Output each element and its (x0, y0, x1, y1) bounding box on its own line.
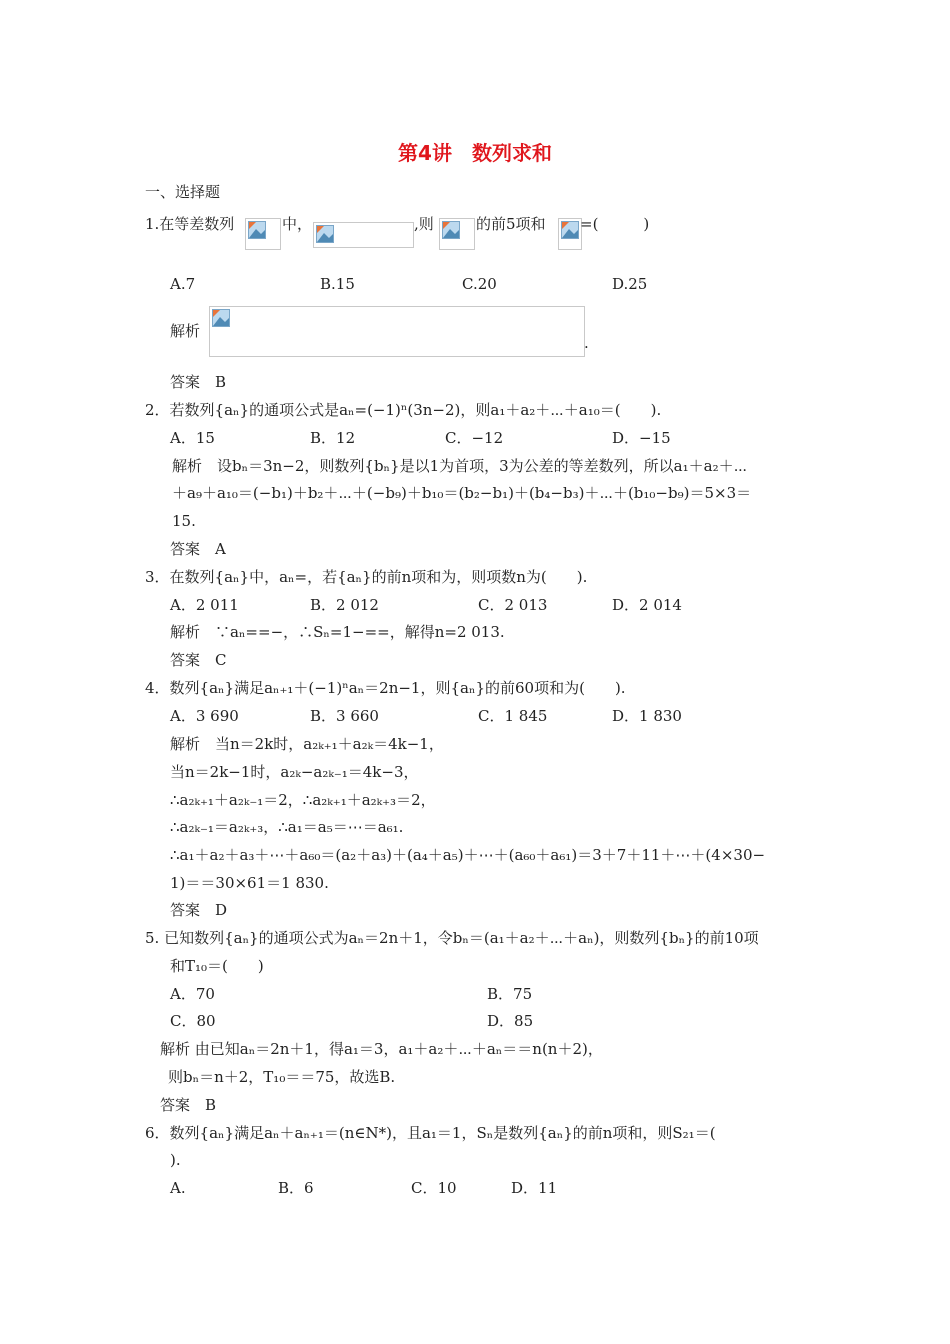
q1-analysis-image (209, 306, 585, 357)
q4-answer: 答案 D (170, 901, 228, 919)
q5-answer: 答案 B (160, 1096, 217, 1114)
q1-option-b: B.15 (320, 275, 355, 293)
q3-stem: 3．在数列{aₙ}中，aₙ=，若{aₙ}的前n项和为，则项数n为( ). (145, 568, 588, 586)
q3-option-c: C．2 013 (478, 596, 548, 614)
q2-analysis-line-3: 15. (172, 512, 196, 530)
q6-option-a: A. (170, 1179, 186, 1197)
q4-option-c: C．1 845 (478, 707, 548, 725)
q3-option-a: A．2 011 (170, 596, 239, 614)
q4-analysis-line-2: 当n＝2k−1时，a₂ₖ−a₂ₖ₋₁＝4k−3， (170, 763, 419, 781)
q6-option-c: C．10 (411, 1179, 457, 1197)
q5-option-a: A．70 (170, 985, 215, 1003)
broken-image-icon (248, 221, 266, 239)
q5-stem-line-2: 和T₁₀＝( ) (170, 957, 264, 975)
q1-answer: 答案 B (170, 373, 227, 391)
q2-option-c: C．−12 (445, 429, 504, 447)
q4-stem: 4．数列{aₙ}满足aₙ₊₁＋(−1)ⁿaₙ＝2n−1，则{aₙ}的前60项和为( ). (145, 679, 626, 697)
q1-option-a: A.7 (170, 275, 196, 293)
broken-image-icon (561, 221, 579, 239)
q4-option-b: B．3 660 (310, 707, 379, 725)
broken-image-icon (316, 225, 334, 243)
q5-option-b: B．75 (487, 985, 533, 1003)
q1-formula-image-2 (313, 222, 414, 248)
q1-analysis-tail: . (584, 334, 589, 352)
q2-answer: 答案 A (170, 540, 226, 558)
q3-option-d: D．2 014 (612, 596, 682, 614)
q5-analysis-line-1: 解析 由已知aₙ＝2n＋1，得a₁＝3，a₁＋a₂＋⋯＋aₙ＝＝n(n＋2)， (160, 1040, 603, 1058)
q4-option-d: D．1 830 (612, 707, 682, 725)
q4-option-a: A．3 690 (170, 707, 239, 725)
q3-analysis: 解析 ∵aₙ==−，∴Sₙ=1−==，解得n=2 013. (170, 623, 505, 641)
q1-stem-part-2: 中， (282, 215, 313, 233)
q1-formula-image-4 (558, 218, 582, 250)
q4-analysis-line-6: 1)＝＝30×61＝1 830. (170, 874, 329, 892)
q4-analysis-line-1: 解析 当n＝2k时，a₂ₖ₊₁＋a₂ₖ＝4k−1， (170, 735, 444, 753)
q6-stem-line-1: 6．数列{aₙ}满足aₙ＋aₙ₊₁＝(n∈N*)，且a₁＝1，Sₙ是数列{aₙ}的前n项和，则S₂₁＝( (145, 1124, 716, 1142)
q1-formula-image-3 (439, 218, 475, 250)
q1-stem-part-1: 1.在等差数列 (145, 215, 235, 233)
q1-formula-image-1 (245, 218, 281, 250)
q5-option-c: C．80 (170, 1012, 216, 1030)
section-heading: 一、选择题 (145, 183, 221, 201)
q1-analysis-label: 解析 (170, 322, 201, 340)
broken-image-icon (212, 309, 230, 327)
q6-stem-line-2: ). (170, 1151, 181, 1169)
q6-option-b: B．6 (278, 1179, 314, 1197)
q4-analysis-line-5: ∴a₁＋a₂＋a₃＋⋯＋a₆₀＝(a₂＋a₃)＋(a₄＋a₅)＋⋯＋(a₆₀＋a₆₁)＝3＋7＋11＋⋯＋(4×30− (170, 846, 766, 864)
q2-option-b: B．12 (310, 429, 356, 447)
q1-option-c: C.20 (462, 275, 497, 293)
q6-option-d: D．11 (511, 1179, 558, 1197)
q5-analysis-line-2: 则bₙ＝n＋2，T₁₀＝＝75，故选B. (168, 1068, 396, 1086)
q4-analysis-line-4: ∴a₂ₖ₋₁＝a₂ₖ₊₃，∴a₁＝a₅＝⋯＝a₆₁. (170, 818, 404, 836)
q4-analysis-line-3: ∴a₂ₖ₊₁＋a₂ₖ₋₁＝2，∴a₂ₖ₊₁＋a₂ₖ₊₃＝2， (170, 791, 436, 809)
q1-stem-part-3: ,则 (414, 215, 434, 233)
q2-analysis-line-1: 解析 设bₙ＝3n−2，则数列{bₙ}是以1为首项，3为公差的等差数列，所以a₁＋a₂＋⋯ (172, 457, 748, 475)
q5-option-d: D．85 (487, 1012, 534, 1030)
q1-stem-part-4: 的前5项和 (476, 215, 546, 233)
q2-stem: 2．若数列{aₙ}的通项公式是aₙ=(−1)ⁿ(3n−2)，则a₁＋a₂＋⋯＋a₁₀＝( ). (145, 401, 662, 419)
q2-option-d: D．−15 (612, 429, 671, 447)
q3-option-b: B．2 012 (310, 596, 379, 614)
q1-stem-part-5: =( ) (580, 215, 650, 233)
page-title: 第4讲 数列求和 (398, 141, 552, 165)
q3-answer: 答案 C (170, 651, 227, 669)
q5-stem-line-1: 5. 已知数列{aₙ}的通项公式为aₙ＝2n＋1，令bₙ＝(a₁＋a₂＋⋯＋aₙ)，则数列{bₙ}的前10项 (145, 929, 759, 947)
broken-image-icon (442, 221, 460, 239)
q1-option-d: D.25 (612, 275, 648, 293)
q2-analysis-line-2: ＋a₉＋a₁₀＝(−b₁)＋b₂＋⋯＋(−b₉)＋b₁₀＝(b₂−b₁)＋(b₄−b₃)＋⋯＋(b₁₀−b₉)＝5×3＝ (172, 484, 752, 502)
q2-option-a: A．15 (170, 429, 215, 447)
